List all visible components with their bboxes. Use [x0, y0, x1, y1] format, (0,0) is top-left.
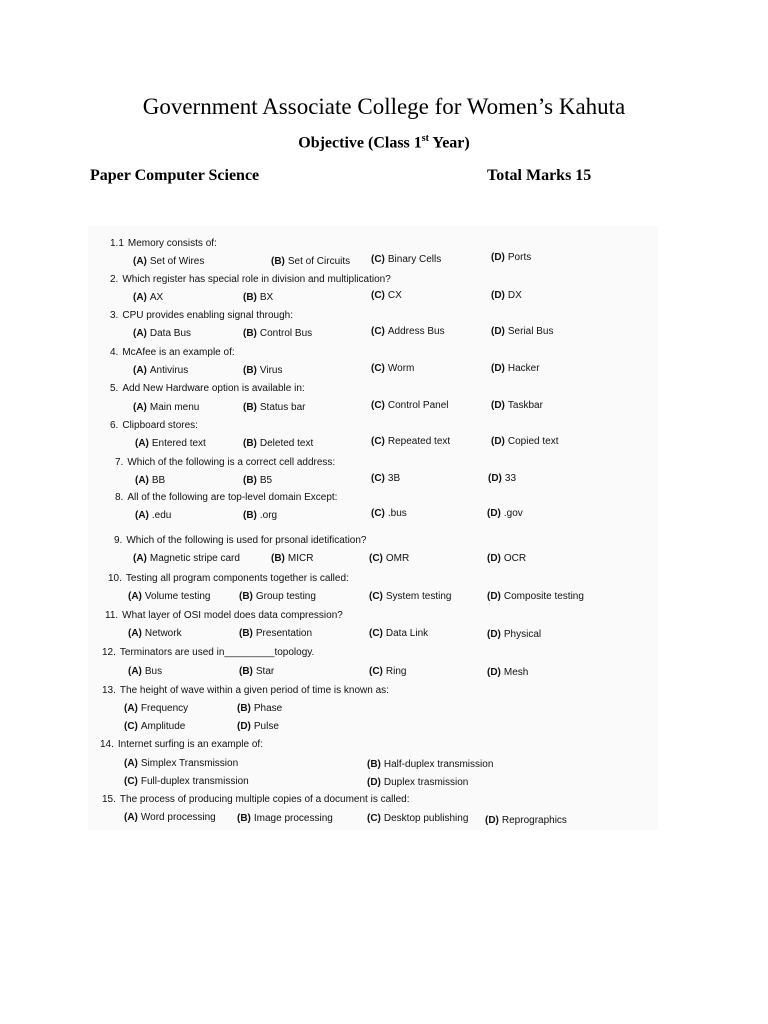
question-number: 9. [114, 535, 123, 546]
option-label: (C) [371, 473, 385, 484]
option-text: 3B [387, 473, 401, 484]
option-label: (A) [135, 510, 149, 521]
option-text: Binary Cells [387, 254, 442, 265]
option-text: Data Bus [149, 328, 192, 339]
option-q8-d [487, 508, 523, 520]
option-text: .org [259, 510, 278, 521]
option-label: (C) [371, 436, 385, 447]
option-label: (D) [237, 721, 251, 732]
option-text: Taskbar [507, 400, 543, 411]
option-label: (C) [369, 666, 383, 677]
option-label: (B) [239, 591, 253, 602]
option-q12-d [487, 667, 528, 679]
option-q9-c [369, 553, 409, 565]
question-10 [108, 573, 349, 585]
option-label: (D) [491, 252, 505, 263]
option-q14-a [124, 758, 238, 770]
option-q9-d [487, 553, 526, 565]
option-label: (A) [124, 758, 138, 769]
option-label: (D) [491, 400, 505, 411]
subtitle-text-end: Year) [429, 134, 470, 152]
question-text: McAfee is an example of: [122, 347, 235, 358]
option-text: Physical [503, 629, 542, 640]
option-q4-b [243, 365, 283, 377]
option-label: (C) [371, 508, 385, 519]
question-1 [110, 238, 217, 250]
option-q14-b [367, 759, 493, 771]
question-number: 8. [115, 492, 124, 503]
option-text: AX [149, 292, 164, 303]
question-2 [110, 274, 391, 286]
option-label: (C) [124, 776, 138, 787]
question-11 [105, 610, 343, 622]
option-q6-a [135, 438, 206, 450]
option-text: Virus [259, 365, 283, 376]
option-text: Worm [387, 363, 415, 374]
subtitle-text: Objective (Class 1 [298, 134, 422, 152]
option-q13-d [237, 721, 279, 733]
option-q6-b [243, 438, 313, 450]
option-q7-b [243, 475, 272, 487]
option-text: Half-duplex transmission [383, 759, 494, 770]
option-label: (A) [133, 328, 147, 339]
question-number: 4. [110, 347, 119, 358]
option-text: .edu [151, 510, 172, 521]
option-label: (C) [369, 628, 383, 639]
option-q13-a [124, 703, 188, 715]
option-label: (D) [488, 473, 502, 484]
option-text: Word processing [140, 812, 216, 823]
question-8 [115, 492, 337, 504]
option-label: (C) [367, 813, 381, 824]
option-label: (A) [133, 553, 147, 564]
question-number: 11. [105, 610, 119, 621]
option-label: (A) [128, 591, 142, 602]
option-q1-c [371, 254, 441, 266]
option-text: Serial Bus [507, 326, 554, 337]
option-text: Composite testing [503, 591, 584, 602]
option-q11-a [128, 628, 182, 640]
option-text: B5 [259, 475, 273, 486]
option-q8-b [243, 510, 277, 522]
option-text: Antivirus [149, 365, 189, 376]
option-label: (B) [271, 553, 285, 564]
option-text: Phase [253, 703, 283, 714]
option-label: (D) [487, 553, 501, 564]
question-14 [100, 739, 263, 751]
option-label: (A) [124, 812, 138, 823]
option-q3-d [491, 326, 553, 338]
question-number: 5. [110, 383, 119, 394]
option-text: BB [151, 475, 166, 486]
option-q12-a [128, 666, 162, 678]
college-title: Government Associate College for Women’s Kahuta [142, 94, 626, 119]
option-q12-c [369, 666, 406, 678]
option-q14-c [124, 776, 249, 788]
option-text: Control Panel [387, 400, 449, 411]
option-text: Amplitude [140, 721, 186, 732]
paper-subtitle [0, 133, 768, 152]
option-label: (B) [243, 475, 257, 486]
question-number: 7. [115, 457, 124, 468]
option-q10-c [369, 591, 451, 603]
option-q9-b [271, 553, 313, 565]
question-text: Terminators are used in_________topology. [119, 647, 315, 658]
option-label: (C) [371, 363, 385, 374]
option-q15-d [485, 815, 567, 827]
option-q3-c [371, 326, 445, 338]
question-number: 6. [110, 420, 119, 431]
option-q2-a [133, 292, 163, 304]
option-label: (C) [371, 326, 385, 337]
option-q5-d [491, 400, 543, 412]
option-q7-a [135, 475, 165, 487]
option-text: Data Link [385, 628, 429, 639]
option-text: BX [259, 292, 274, 303]
option-text: Repeated text [387, 436, 451, 447]
option-label: (C) [124, 721, 138, 732]
option-label: (B) [243, 365, 257, 376]
option-q7-c [371, 473, 400, 485]
option-label: (D) [487, 629, 501, 640]
option-q1-d [491, 252, 531, 264]
option-label: (B) [243, 328, 257, 339]
option-label: (A) [124, 703, 138, 714]
option-text: Desktop publishing [383, 813, 469, 824]
option-label: (B) [239, 628, 253, 639]
option-text: OMR [385, 553, 410, 564]
option-q2-d [491, 290, 522, 302]
question-text: Which of the following is used for prsonal idetification? [126, 535, 367, 546]
option-label: (D) [485, 815, 499, 826]
option-label: (B) [367, 759, 381, 770]
option-label: (B) [271, 256, 285, 267]
question-text: All of the following are top-level domain Except: [127, 492, 338, 503]
question-number: 3. [110, 310, 119, 321]
option-text: Duplex trasmission [383, 777, 469, 788]
option-text: Presentation [255, 628, 313, 639]
option-text: Ports [507, 252, 532, 263]
option-label: (A) [133, 292, 147, 303]
question-number: 12. [102, 647, 116, 658]
option-text: Image processing [253, 813, 333, 824]
option-q11-d [487, 629, 541, 641]
option-q3-a [133, 328, 191, 340]
option-text: Status bar [259, 402, 306, 413]
option-text: DX [507, 290, 522, 301]
option-text: MICR [287, 553, 314, 564]
option-text: Bus [144, 666, 163, 677]
option-q15-a [124, 812, 216, 824]
option-q14-d [367, 777, 468, 789]
option-q7-d [488, 473, 516, 485]
question-number: 1.1 [110, 238, 124, 249]
question-13 [102, 685, 389, 697]
option-label: (A) [133, 365, 147, 376]
option-q4-d [491, 363, 540, 375]
option-label: (A) [128, 628, 142, 639]
option-label: (D) [491, 326, 505, 337]
option-q5-a [133, 402, 199, 414]
option-q15-b [237, 813, 333, 825]
option-label: (D) [487, 508, 501, 519]
option-q2-b [243, 292, 273, 304]
option-q6-d [491, 436, 558, 448]
question-5 [110, 383, 305, 395]
option-label: (D) [491, 436, 505, 447]
option-q9-a [133, 553, 240, 565]
option-label: (A) [128, 666, 142, 677]
option-label: (B) [243, 292, 257, 303]
option-q1-a [133, 256, 204, 268]
option-q12-b [239, 666, 274, 678]
question-number: 15. [102, 794, 116, 805]
option-label: (D) [367, 777, 381, 788]
option-text: System testing [385, 591, 452, 602]
option-q2-c [371, 290, 402, 302]
question-text: Add New Hardware option is available in: [122, 383, 305, 394]
question-3 [110, 310, 293, 322]
option-q1-b [271, 256, 350, 268]
option-text: Full-duplex transmission [140, 776, 249, 787]
question-number: 14. [100, 739, 114, 750]
option-label: (A) [133, 256, 147, 267]
option-text: Group testing [255, 591, 316, 602]
question-text: Memory consists of: [127, 238, 217, 249]
option-label: (B) [239, 666, 253, 677]
option-text: Magnetic stripe card [149, 553, 240, 564]
option-q8-a [135, 510, 171, 522]
option-text: Star [255, 666, 275, 677]
option-text: OCR [503, 553, 527, 564]
option-text: Simplex Transmission [140, 758, 239, 769]
question-text: Internet surfing is an example of: [117, 739, 263, 750]
option-text: Control Bus [259, 328, 313, 339]
option-label: (D) [487, 591, 501, 602]
option-label: (A) [135, 475, 149, 486]
option-q10-b [239, 591, 316, 603]
question-text: The process of producing multiple copies of a document is called: [119, 794, 410, 805]
option-text: Mesh [503, 667, 529, 678]
option-text: Reprographics [501, 815, 567, 826]
question-text: Clipboard stores: [122, 420, 198, 431]
option-q11-b [239, 628, 312, 640]
question-number: 13. [102, 685, 116, 696]
option-q4-c [371, 363, 414, 375]
option-text: Address Bus [387, 326, 445, 337]
question-number: 10. [108, 573, 122, 584]
option-q13-c [124, 721, 185, 733]
option-text: Frequency [140, 703, 189, 714]
option-q6-c [371, 436, 450, 448]
option-label: (C) [369, 591, 383, 602]
total-marks: Total Marks 15 [487, 167, 592, 184]
question-15 [102, 794, 410, 806]
option-text: Set of Wires [149, 256, 205, 267]
option-label: (C) [369, 553, 383, 564]
option-q11-c [369, 628, 428, 640]
option-label: (D) [487, 667, 501, 678]
option-q10-d [487, 591, 584, 603]
option-text: Deleted text [259, 438, 314, 449]
option-label: (A) [135, 438, 149, 449]
option-q10-a [128, 591, 211, 603]
option-text: Ring [385, 666, 407, 677]
question-text: CPU provides enabling signal through: [122, 310, 294, 321]
question-number: 2. [110, 274, 119, 285]
question-text: Which of the following is a correct cell address: [127, 457, 336, 468]
option-text: Pulse [253, 721, 279, 732]
option-q8-c [371, 508, 407, 520]
option-text: Entered text [151, 438, 206, 449]
option-label: (D) [491, 290, 505, 301]
question-6 [110, 420, 198, 432]
question-12 [102, 647, 314, 659]
option-text: CX [387, 290, 402, 301]
option-text: .bus [387, 508, 407, 519]
question-text: The height of wave within a given period of time is known as: [119, 685, 389, 696]
option-text: Copied text [507, 436, 559, 447]
subtitle-superscript: st [421, 133, 430, 144]
option-label: (C) [371, 254, 385, 265]
question-text: What layer of OSI model does data compression? [122, 610, 343, 621]
question-sheet [88, 226, 658, 830]
option-q5-c [371, 400, 448, 412]
option-text: Set of Circuits [287, 256, 351, 267]
option-label: (D) [491, 363, 505, 374]
option-label: (B) [243, 402, 257, 413]
question-text: Testing all program components together is called: [125, 573, 349, 584]
question-4 [110, 347, 235, 359]
option-q13-b [237, 703, 282, 715]
option-label: (B) [237, 703, 251, 714]
question-text: Which register has special role in division and multiplication? [122, 274, 391, 285]
option-text: Hacker [507, 363, 540, 374]
option-q5-b [243, 402, 305, 414]
option-text: .gov [503, 508, 523, 519]
option-label: (A) [133, 402, 147, 413]
option-q3-b [243, 328, 312, 340]
option-label: (B) [237, 813, 251, 824]
option-q4-a [133, 365, 188, 377]
question-7 [115, 457, 335, 469]
option-label: (B) [243, 510, 257, 521]
option-text: Volume testing [144, 591, 211, 602]
option-label: (B) [243, 438, 257, 449]
option-text: 33 [504, 473, 517, 484]
option-label: (C) [371, 400, 385, 411]
option-text: Network [144, 628, 182, 639]
option-text: Main menu [149, 402, 200, 413]
option-q15-c [367, 813, 468, 825]
question-9 [114, 535, 366, 547]
paper-name: Paper Computer Science [90, 167, 260, 184]
option-label: (C) [371, 290, 385, 301]
